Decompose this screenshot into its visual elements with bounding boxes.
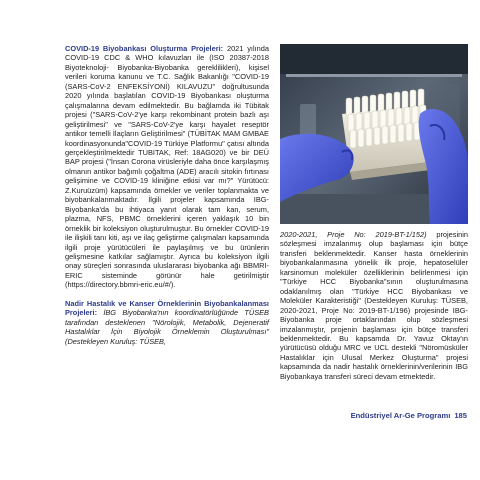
covid-biobank-heading: COVID-19 Biyobankası Oluşturma Projeleri: [65,44,224,53]
covid-biobank-text: 2021 yılında COVID-19 CDC & WHO kılavuzları ile (ISO 20387-2018 Biyoteknoloji- Biyobanka-Biyobanka gereklilikleri), kişisel verileri koruma kanunu ve T.C. Sağlık Bakanlığı "COVID-19 (SARS-CoV-2 ENFEKSİYONİ) KILAVUZU" doğrultusunda 2020 yılında başlatılan COVID-19 Biyobankası oluşturma çalışmalarına devam edilmektedir. Bu bağlamda iki Tübitak projesi ("SARS-CoV-2'ye karşı rekombinant protein bazlı aşı geliştirilmesi" ve "SARS-CoV-2'ye karşı hayalet reseptör antikor temelli İlaçların Geliştirilmesi" (TÜBİTAK MAM GMBAE koordinasyonunda"COVID-19 Türkiye Platformu" çatısı altında gerçekleştirilmektedir TUBITAK, Ref: 18AG020) ve bir DEÜ BAP projesi ("İnsan Corona virüsleriyle daha önce karşılaşmış olmanın antikor bağımlı çoğaltma (ADE) aracılı sitokin fırtınası gelişimine ve COVID-19 kliniğine etkisi var mı?" Yürütücü: Z.Kuruüzüm) kapsamında örnekler ve veriler toplanmakta ve biyobankalanmaktadır. İlgili projeler kapsamında IBG-Biyobanka'da bu ihtiyaca yanıt olarak tam kan, serum, plazma, NFS, PBMC örneklerini içeren yaklaşık 10 bin örneklik bir koleksiyon oluşturulmuştur. Bu örnekler COVID-19 ile ilişkili tanı kiti, aşı ve ilaç geliştirme çalışmaları kapsamında ilgili proje yürütücüleri ile paylaşılmış ve bu ürünlerin gelişmesine katkılar sağlamıştır. Ayrıca bu koleksiyon ilgili onay süreçleri sonrasında uluslararası biyobanka ağı BBMRI-ERIC sisteminde görünür hale getirilmiştir (https://directory.bbmri-eric.eu/#/). [65,44,269,290]
rare-disease-text: İBG Biyobanka'nın koordinatörlüğünde TÜSEB tarafından desteklenen "Nörolojik, Metabolik, Dejeneratif Hastalıklar İçin Biyolojik Örneklemin Oluşturulması" (Destekleyen Kuruluş: TÜSEB, [65,308,269,346]
lab-photo-illustration [280,44,468,224]
rare-disease-paragraph [65,299,269,346]
page-number: 185 [454,411,467,420]
right-text-column [280,230,468,381]
hcc-biobank-text: projesinin sözleşmesi imzalanmış olup başlaması için bütçe transferi beklenmektedir. Kanser hasta örneklerinin biyobankalanmasına yönelik ilk proje, hepatoselüler karsinomun moleküler özelliklerinin belirlenmesi için "Türkiye HCC Biyobanka"sının oluşturulmasına odaklanılmış olan "Türkiye HCC Biyobankası ve Moleküler Karakteristiği" (Destekleyen Kuruluş: TÜSEB, 2020-2021, Proje No: 2019-BT-1/196) projesinde IBG-Biyobanka proje ortaklarından olup sözleşmesi imzalanmıştır, projenin başlaması için bütçe transferi beklenmektedir. Bu kapsamda Dr. Yavuz Oktay'ın yürütücüsü olduğu MRC ve UCL destekli "Nöromüsküler Hastalıklar için Ulusal Merkez Oluşturma" projesi kapsamında da nadir hastalık örneklerinin/verilerinin IBG Biyobankaya transferi süreci devam etmektedir. [280,230,468,381]
left-text-column [65,44,269,346]
covid-biobank-paragraph [65,44,269,290]
biobank-lab-photo [280,44,468,224]
rare-disease-heading: Nadir Hastalık ve Kanser Örneklerinin Biyobankalanması Projeleri: [65,298,269,318]
project-reference: 2020-2021, Proje No: 2019-BT-1/152) [280,230,427,239]
hcc-biobank-paragraph [280,230,468,381]
page-footer [351,411,467,420]
footer-section-title: Endüstriyel Ar-Ge Programı [350,411,451,420]
